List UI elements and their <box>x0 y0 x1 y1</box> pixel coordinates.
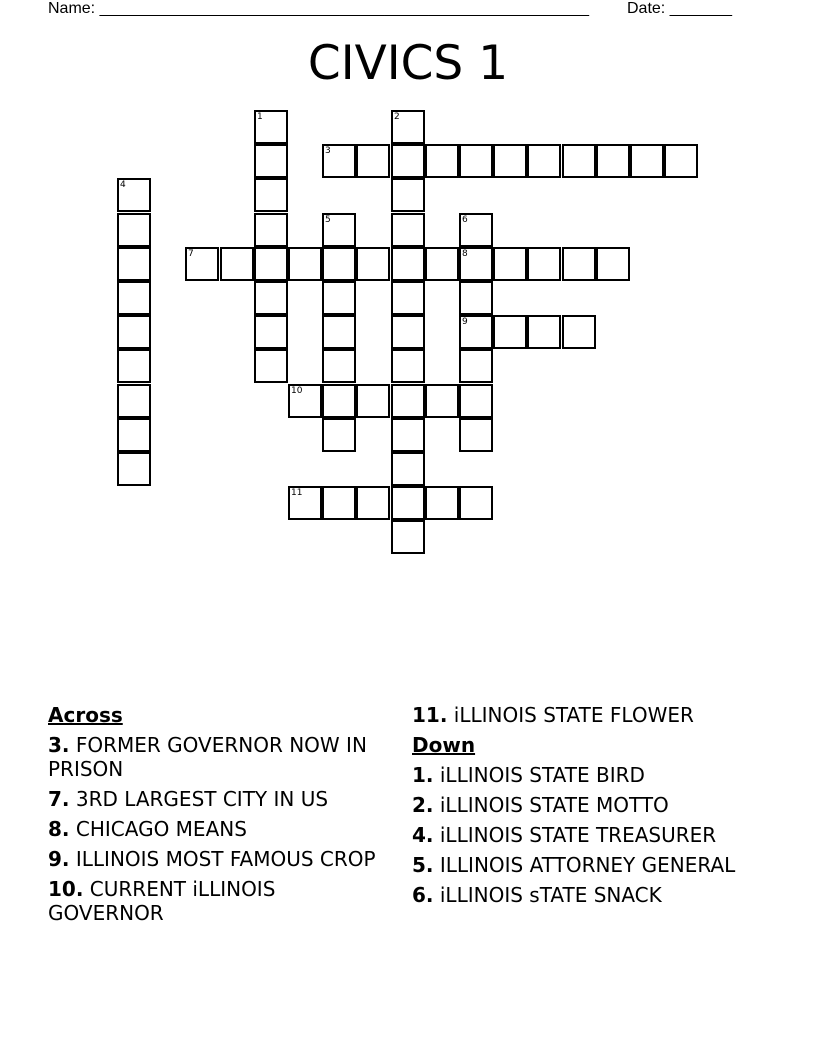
grid-cell[interactable] <box>493 247 527 281</box>
grid-cell[interactable] <box>391 418 425 452</box>
grid-cell[interactable] <box>322 247 356 281</box>
clue-text: iLLINOIS STATE FLOWER <box>453 703 694 727</box>
name-field[interactable]: Name: _______________________________________________________ <box>48 0 589 17</box>
grid-cell[interactable] <box>630 144 664 178</box>
grid-cell[interactable] <box>391 247 425 281</box>
clue-number-label: 7 <box>188 249 194 259</box>
clue-number: 6. <box>412 883 434 907</box>
clue-number-label: 10 <box>291 386 303 396</box>
grid-cell[interactable] <box>391 486 425 520</box>
clue-across-9 <box>48 847 378 871</box>
clue-number: 1. <box>412 763 434 787</box>
grid-cell[interactable] <box>425 486 459 520</box>
grid-cell[interactable] <box>596 247 630 281</box>
grid-cell[interactable] <box>254 144 288 178</box>
clue-across-7 <box>48 787 378 811</box>
clue-text: iLLINOIS STATE BIRD <box>439 763 645 787</box>
clue-number-label: 11 <box>291 488 303 498</box>
clue-number: 7. <box>48 787 70 811</box>
grid-cell[interactable] <box>254 110 288 144</box>
date-field[interactable]: Date: _______ <box>627 0 732 17</box>
grid-cell[interactable] <box>356 247 390 281</box>
grid-cell[interactable] <box>254 315 288 349</box>
grid-cell[interactable] <box>288 486 322 520</box>
grid-cell[interactable] <box>459 315 493 349</box>
clue-down-2 <box>412 793 772 817</box>
clue-number-label: 5 <box>325 215 331 225</box>
clue-number: 10. <box>48 877 84 901</box>
clue-number: 9. <box>48 847 70 871</box>
clue-down-6 <box>412 883 772 907</box>
grid-cell[interactable] <box>322 349 356 383</box>
clue-text: ILLINOIS MOST FAMOUS CROP <box>75 847 376 871</box>
grid-cell[interactable] <box>117 384 151 418</box>
grid-cell[interactable] <box>322 144 356 178</box>
clue-down-1 <box>412 763 772 787</box>
grid-cell[interactable] <box>391 178 425 212</box>
clues-left-column <box>48 703 378 931</box>
grid-cell[interactable] <box>459 247 493 281</box>
clue-text: CURRENT iLLINOIS GOVERNOR <box>48 877 276 925</box>
grid-cell[interactable] <box>322 315 356 349</box>
grid-cell[interactable] <box>117 452 151 486</box>
grid-cell[interactable] <box>117 418 151 452</box>
grid-cell[interactable] <box>254 247 288 281</box>
grid-cell[interactable] <box>322 486 356 520</box>
grid-cell[interactable] <box>117 213 151 247</box>
grid-cell[interactable] <box>391 384 425 418</box>
grid-cell[interactable] <box>254 213 288 247</box>
grid-cell[interactable] <box>425 384 459 418</box>
clue-number: 8. <box>48 817 70 841</box>
grid-cell[interactable] <box>391 349 425 383</box>
across-heading: Across <box>48 703 123 727</box>
grid-cell[interactable] <box>322 418 356 452</box>
grid-cell[interactable] <box>117 247 151 281</box>
grid-cell[interactable] <box>322 213 356 247</box>
clue-number-label: 2 <box>394 112 400 122</box>
grid-cell[interactable] <box>562 315 596 349</box>
grid-cell[interactable] <box>288 247 322 281</box>
clue-number-label: 1 <box>257 112 263 122</box>
grid-cell[interactable] <box>356 486 390 520</box>
grid-cell[interactable] <box>493 144 527 178</box>
clue-number-label: 8 <box>462 249 468 259</box>
clue-text: iLLINOIS sTATE SNACK <box>439 883 662 907</box>
grid-cell[interactable] <box>562 144 596 178</box>
clue-text: iLLINOIS STATE TREASURER <box>439 823 717 847</box>
clue-down-5 <box>412 853 772 877</box>
clue-number-label: 3 <box>325 146 331 156</box>
clue-across-10 <box>48 877 378 925</box>
grid-cell[interactable] <box>459 213 493 247</box>
clue-number: 2. <box>412 793 434 817</box>
grid-cell[interactable] <box>459 418 493 452</box>
grid-cell[interactable] <box>117 281 151 315</box>
grid-cell[interactable] <box>117 178 151 212</box>
clue-number: 11. <box>412 703 448 727</box>
grid-cell[interactable] <box>391 452 425 486</box>
clue-number-label: 6 <box>462 215 468 225</box>
grid-cell[interactable] <box>527 315 561 349</box>
grid-cell[interactable] <box>459 349 493 383</box>
grid-cell[interactable] <box>459 384 493 418</box>
clue-across-11 <box>412 703 772 727</box>
clue-across-8 <box>48 817 378 841</box>
grid-cell[interactable] <box>391 281 425 315</box>
clue-text: CHICAGO MEANS <box>75 817 247 841</box>
grid-cell[interactable] <box>220 247 254 281</box>
grid-cell[interactable] <box>527 247 561 281</box>
grid-cell[interactable] <box>596 144 630 178</box>
grid-cell[interactable] <box>459 486 493 520</box>
grid-cell[interactable] <box>391 213 425 247</box>
grid-cell[interactable] <box>391 315 425 349</box>
grid-cell[interactable] <box>391 144 425 178</box>
clue-number-label: 9 <box>462 317 468 327</box>
clue-down-4 <box>412 823 772 847</box>
clue-text: FORMER GOVERNOR NOW IN PRISON <box>48 733 367 781</box>
clue-number-label: 4 <box>120 180 126 190</box>
clue-text: iLLINOIS STATE MOTTO <box>439 793 669 817</box>
grid-cell[interactable] <box>493 315 527 349</box>
grid-cell[interactable] <box>425 144 459 178</box>
clue-text: ILLINOIS ATTORNEY GENERAL <box>439 853 736 877</box>
clue-text: 3RD LARGEST CITY IN US <box>75 787 329 811</box>
down-heading: Down <box>412 733 476 757</box>
grid-cell[interactable] <box>425 247 459 281</box>
grid-cell[interactable] <box>254 349 288 383</box>
clue-number: 5. <box>412 853 434 877</box>
grid-cell[interactable] <box>117 315 151 349</box>
clue-number: 3. <box>48 733 70 757</box>
clues-right-column <box>412 703 772 913</box>
clue-number: 4. <box>412 823 434 847</box>
page-title: CIVICS 1 <box>307 36 509 91</box>
grid-cell[interactable] <box>117 349 151 383</box>
grid-cell[interactable] <box>391 520 425 554</box>
grid-cell[interactable] <box>356 384 390 418</box>
grid-cell[interactable] <box>254 281 288 315</box>
grid-cell[interactable] <box>459 144 493 178</box>
grid-cell[interactable] <box>562 247 596 281</box>
grid-cell[interactable] <box>322 384 356 418</box>
grid-cell[interactable] <box>459 281 493 315</box>
grid-cell[interactable] <box>391 110 425 144</box>
clue-across-3 <box>48 733 378 781</box>
grid-cell[interactable] <box>527 144 561 178</box>
grid-cell[interactable] <box>356 144 390 178</box>
grid-cell[interactable] <box>185 247 219 281</box>
grid-cell[interactable] <box>288 384 322 418</box>
grid-cell[interactable] <box>322 281 356 315</box>
grid-cell[interactable] <box>254 178 288 212</box>
grid-cell[interactable] <box>664 144 698 178</box>
